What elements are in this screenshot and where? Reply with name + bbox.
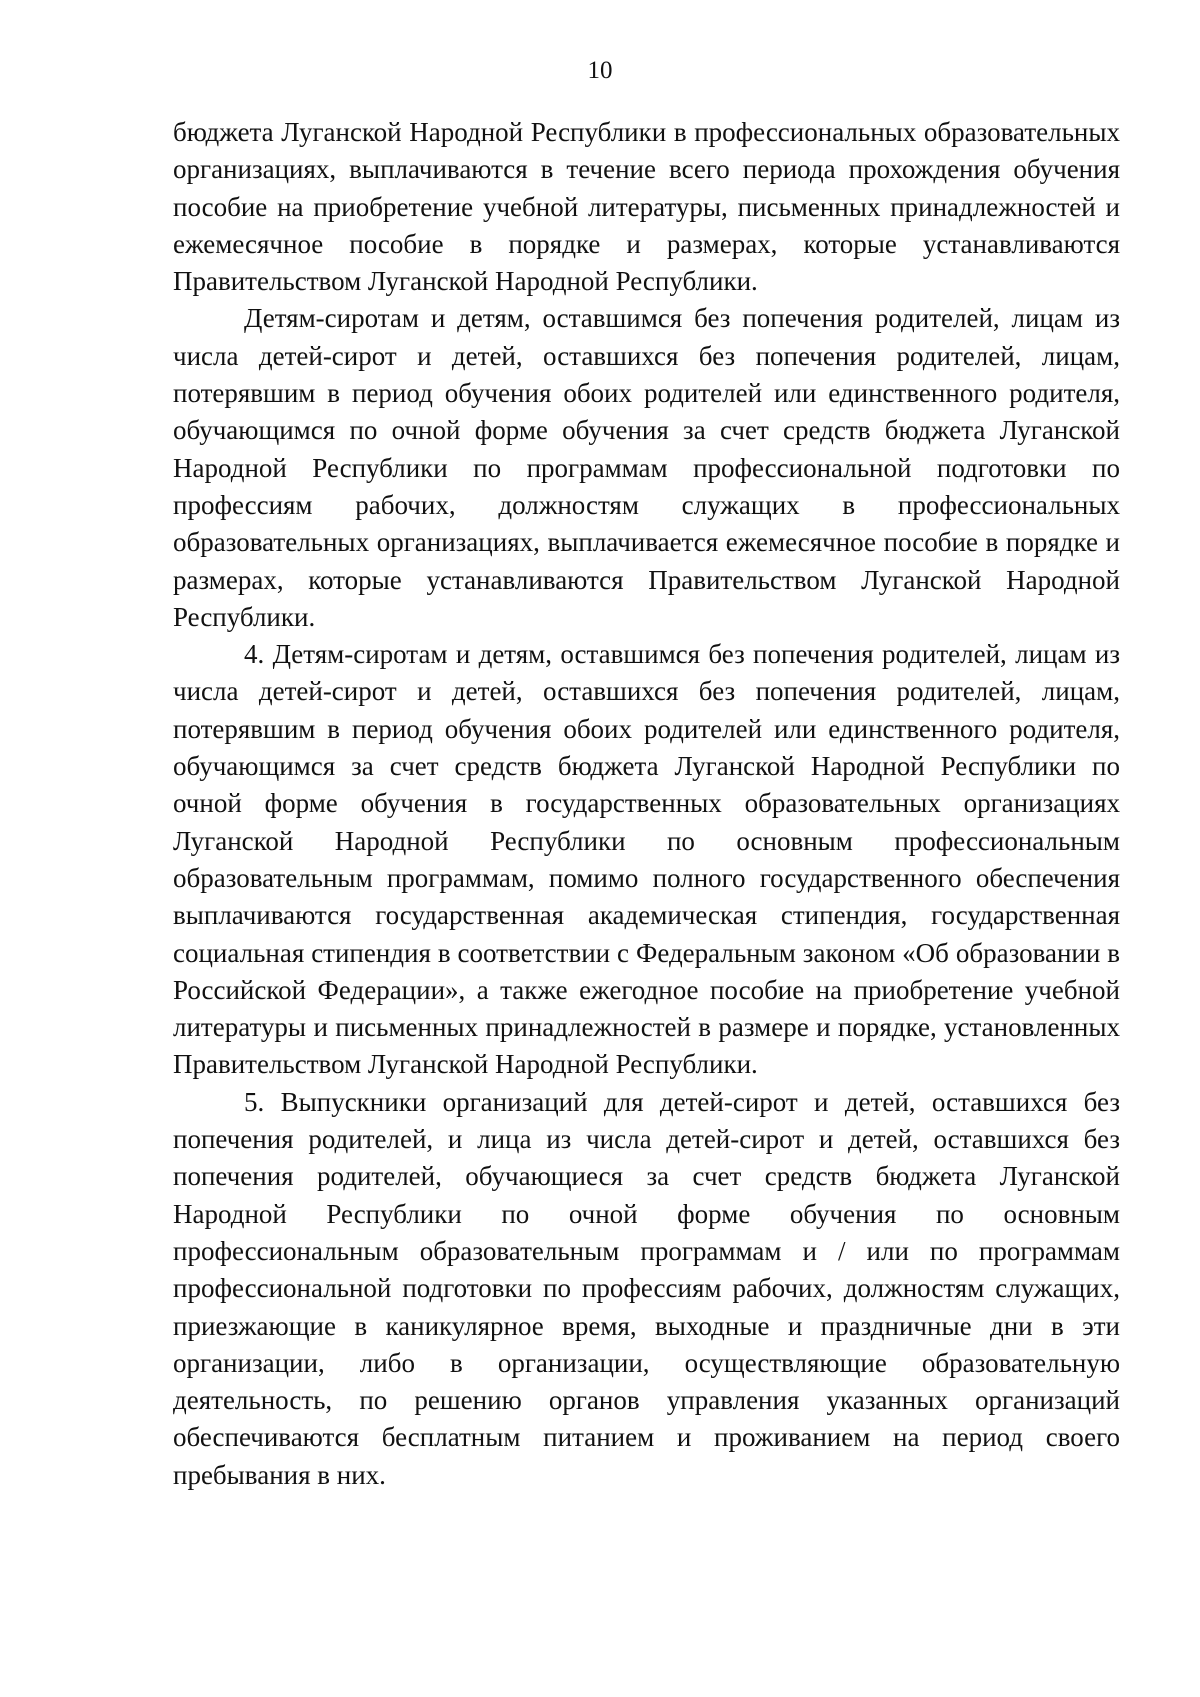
- paragraph-item-4: 4. Детям-сиротам и детям, оставшимся без попечения родителей, лицам из числа детей-сирот и детей, оставшихся без попечения родителей, лицам, потерявшим в период обучения обоих родителей или единственного родителя, обучающимся за счет средств бюджета Луганской Народной Республики по очной форме обучения в государственных образовательных организациях Луганской Народной Республики по основным профессиональным образовательным программам, помимо полного государственного обеспечения выплачиваются государственная академическая стипендия, государственная социальная стипендия в соответствии с Федеральным законом «Об образовании в Российской Федерации», а также ежегодное пособие на приобретение учебной литературы и письменных принадлежностей в размере и порядке, установленных Правительством Луганской Народной Республики.: [173, 639, 1120, 1080]
- document-body: [173, 114, 1120, 1494]
- paragraph-item-5: 5. Выпускники организаций для детей-сирот и детей, оставшихся без попечения родителей, и лица из числа детей-сирот и детей, оставшихся без попечения родителей, обучающиеся за счет средств бюджета Луганской Народной Республики по очной форме обучения по основным профессиональным образовательным программам и / или по программам профессиональной подготовки по профессиям рабочих, должностям служащих, приезжающие в каникулярное время, выходные и праздничные дни в эти организации, либо в организации, осуществляющие образовательную деятельность, по решению органов управления указанных организаций обеспечиваются бесплатным питанием и проживанием на период своего пребывания в них.: [173, 1086, 1120, 1490]
- paragraph-orphan-allowance: Детям-сиротам и детям, оставшимся без попечения родителей, лицам из числа детей-сирот и детей, оставшихся без попечения родителей, лицам, потерявшим в период обучения обоих родителей или единственного родителя, обучающимся по очной форме обучения за счет средств бюджета Луганской Народной Республики по программам профессиональной подготовки по профессиям рабочих, должностям служащих в профессиональных образовательных организациях, выплачивается ежемесячное пособие в порядке и размерах, которые устанавливаются Правительством Луганской Народной Республики.: [173, 303, 1120, 632]
- page-number: 10: [587, 57, 613, 84]
- paragraph-continuation: бюджета Луганской Народной Республики в профессиональных образовательных организациях, выплачиваются в течение всего периода прохождения обучения пособие на приобретение учебной литературы, письменных принадлежностей и ежемесячное пособие в порядке и размерах, которые устанавливаются Правительством Луганской Народной Республики.: [173, 117, 1120, 297]
